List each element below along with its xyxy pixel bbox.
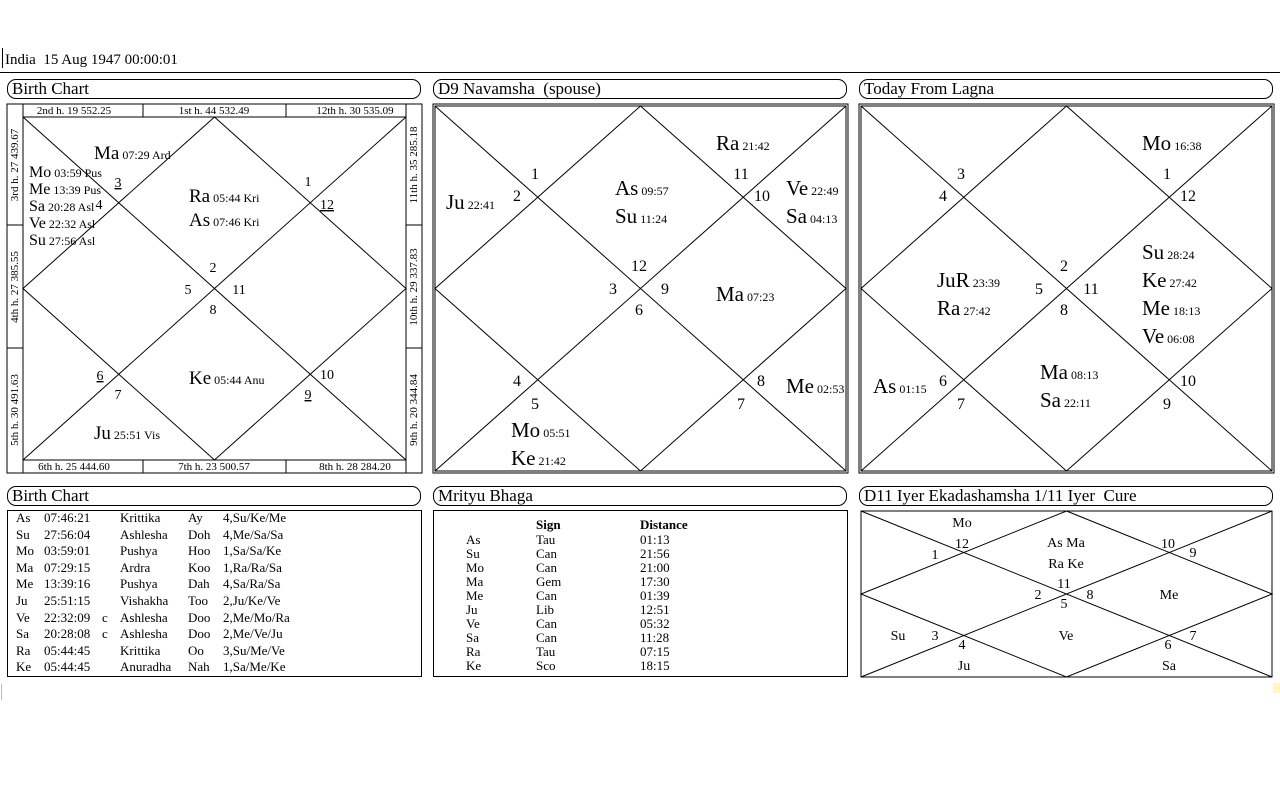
- d11-label: 3: [931, 629, 939, 644]
- birth-table-cell: Anuradha: [120, 659, 172, 675]
- house-number: 1: [1163, 166, 1171, 183]
- planet-ve: Ve 22:32 Asl: [29, 215, 96, 232]
- mrityu-cell: Ve: [466, 616, 480, 631]
- birth-table-cell: Doh: [188, 526, 211, 542]
- birth-table-cell: 22:32:09: [44, 609, 91, 625]
- d11-label: 4: [958, 638, 966, 653]
- mrityu-cell: 07:15: [640, 644, 670, 659]
- house-number: 5: [1035, 281, 1043, 298]
- planet-ma: Ma 07:29 Ard: [94, 143, 171, 164]
- mrityu-cell: 01:13: [640, 532, 670, 547]
- birth-table-cell: 20:28:08: [44, 626, 91, 642]
- house-number: 11: [733, 166, 749, 183]
- birth-table-cell: 25:51:15: [44, 593, 91, 608]
- planet-su: Su 28:24: [1142, 240, 1195, 264]
- d11-label: Ve: [1058, 629, 1074, 644]
- house-number: 9: [661, 281, 669, 298]
- house-number: 12: [631, 258, 647, 275]
- d11-label: Ra Ke: [1048, 557, 1084, 572]
- mrityu-cell: Lib: [536, 602, 555, 617]
- birth-table-cell: 4,Su/Ke/Me: [223, 510, 287, 525]
- house-label-right: 10th h. 29 337.83: [408, 248, 420, 326]
- mrityu-cell: Can: [536, 630, 557, 645]
- mrityu-header: Sign: [536, 517, 561, 532]
- house-number: 7: [737, 396, 745, 413]
- house-label-bottom: 8th h. 28 284.20: [319, 461, 391, 473]
- house-number: 8: [209, 303, 217, 318]
- d11-label: 11: [1057, 577, 1071, 592]
- house-label-left: 5th h. 30 491.63: [9, 374, 21, 446]
- birth-table-cell: Mo: [16, 543, 35, 559]
- side-rule: [1, 684, 2, 700]
- planet-me: Me 02:53: [786, 374, 845, 398]
- mrityu-cell: Can: [536, 616, 557, 631]
- house-label-bottom: 7th h. 23 500.57: [178, 461, 250, 473]
- d11-label: Su: [890, 629, 906, 644]
- planet-ke: Ke 27:42: [1142, 268, 1197, 292]
- birth-table-cell: Dah: [188, 576, 210, 592]
- house-number: 7: [957, 396, 965, 413]
- birth-table-cell: Ra: [16, 642, 31, 658]
- mrityu-cell: 21:56: [640, 546, 670, 561]
- house-label-bottom: 6th h. 25 444.60: [38, 461, 110, 473]
- birth-table-cell: Pushya: [120, 576, 158, 592]
- planet-sa: Sa 20:28 Asl: [29, 198, 95, 215]
- birth-table-title[interactable]: Birth Chart: [7, 486, 421, 506]
- birth-table-cell: Su: [16, 526, 30, 542]
- planet-me: Me 18:13: [1142, 296, 1201, 320]
- birth-table-cell: Sa: [16, 626, 29, 642]
- birth-table-cell: 05:44:45: [44, 642, 91, 658]
- birth-table-cell: Nah: [188, 659, 210, 675]
- birth-table-cell: 1,Sa/Sa/Ke: [223, 543, 282, 559]
- birth-table-cell: 4,Sa/Ra/Sa: [223, 576, 281, 592]
- planet-as: As 07:46 Kri: [189, 210, 260, 231]
- birth-table-cell: Krittika: [120, 642, 161, 658]
- birth-table-cell: Ke: [16, 659, 32, 675]
- chart-title: India 15 Aug 1947 00:00:01: [5, 52, 178, 68]
- mrityu-cell: Sa: [466, 630, 479, 645]
- house-number: 6: [96, 369, 104, 384]
- birth-table-cell: Ashlesha: [120, 526, 168, 542]
- house-number: 9: [1163, 396, 1171, 413]
- mrityu-cell: As: [466, 532, 481, 547]
- d11-chart[interactable]: [861, 511, 1272, 677]
- house-label-top: 12th h. 30 535.09: [316, 105, 394, 117]
- mrityu-cell: 11:28: [640, 630, 670, 645]
- house-number: 9: [304, 388, 312, 403]
- birth-table-cell: Ve: [16, 609, 30, 625]
- house-label-right: 11th h. 35 285.18: [408, 126, 420, 204]
- house-number: 3: [609, 281, 617, 298]
- mrityu-cell: Me: [466, 588, 484, 603]
- house-label-top: 1st h. 44 532.49: [178, 105, 250, 117]
- d11-label: 6: [1164, 638, 1172, 653]
- house-number: 5: [184, 283, 192, 298]
- house-number: 1: [531, 166, 539, 183]
- planet-ve: Ve 06:08: [1142, 324, 1195, 348]
- d11-label: Mo: [952, 516, 972, 531]
- mrityu-cell: Gem: [536, 574, 562, 589]
- mrityu-cell: 05:32: [640, 616, 670, 631]
- planet-mo: Mo 05:51: [511, 418, 571, 442]
- birth-table-cell: 4,Me/Sa/Sa: [223, 526, 284, 542]
- house-number: 2: [513, 188, 521, 205]
- birth-table-cell: 07:46:21: [44, 510, 91, 525]
- birth-table-cell: Pushya: [120, 543, 158, 559]
- d11-label: 8: [1086, 588, 1094, 603]
- house-label-top: 2nd h. 19 552.25: [36, 105, 112, 117]
- birth-table-cell: 2,Me/Mo/Ra: [223, 609, 290, 625]
- planet-me: Me 13:39 Pus: [29, 181, 102, 198]
- planet-ra: Ra 21:42: [716, 131, 770, 155]
- birth-chart-grid: [23, 117, 406, 460]
- birth-table-cell: Too: [188, 593, 209, 608]
- planet-mo: Mo 16:38: [1142, 131, 1202, 155]
- d11-label: 12: [955, 537, 969, 552]
- house-number: 12: [1180, 188, 1196, 205]
- mrityu-cell: 17:30: [640, 574, 670, 589]
- planet-su: Su 27:56 Asl: [29, 232, 96, 249]
- today-chart[interactable]: [861, 106, 1272, 471]
- mrityu-cell: 01:39: [640, 588, 670, 603]
- planet-ve: Ve 22:49: [786, 176, 839, 200]
- mrityu-cell: 21:00: [640, 560, 670, 575]
- planet-sa: Sa 22:11: [1040, 388, 1091, 412]
- mrityu-cell: Ju: [466, 602, 478, 617]
- planet-ke: Ke 05:44 Anu: [189, 368, 265, 389]
- house-number: 10: [320, 368, 334, 383]
- mrityu-cell: 18:15: [640, 658, 670, 673]
- mrityu-cell: Ra: [466, 644, 481, 659]
- birth-table-cell: Vishakha: [120, 593, 169, 608]
- house-number: 4: [95, 198, 103, 213]
- d11-label: Me: [1159, 588, 1179, 603]
- house-label-left: 4th h. 27 385.55: [9, 251, 21, 323]
- house-number: 1: [304, 175, 312, 190]
- birth-table-cell: Me: [16, 576, 34, 592]
- mrityu-header: Distance: [640, 517, 688, 532]
- d11-label: 9: [1189, 546, 1197, 561]
- house-number: 8: [1060, 302, 1068, 319]
- d11-label: Ju: [957, 659, 971, 674]
- d11-label: 5: [1060, 597, 1068, 612]
- planet-ma: Ma 08:13: [1040, 360, 1099, 384]
- birth-table-cell: Ay: [188, 510, 203, 525]
- birth-table-cell: c: [102, 626, 108, 642]
- house-number: 2: [1060, 258, 1068, 275]
- birth-table-cell: 07:29:15: [44, 559, 91, 575]
- house-number: 12: [320, 198, 334, 213]
- house-number: 6: [635, 302, 643, 319]
- house-number: 3: [114, 176, 122, 191]
- house-number: 8: [757, 373, 765, 390]
- planet-jur: JuR 23:39: [937, 268, 1001, 292]
- birth-table-cell: Doo: [188, 626, 211, 642]
- birth-table-cell: Oo: [188, 642, 204, 658]
- d11-label: 7: [1189, 629, 1197, 644]
- planet-as: As 01:15: [873, 374, 927, 398]
- birth-table-cell: Ju: [16, 593, 28, 608]
- planet-as: As 09:57: [615, 176, 669, 200]
- house-number: 4: [513, 373, 521, 390]
- planet-ju: Ju 25:51 Vis: [94, 423, 160, 444]
- birth-table-cell: 2,Ju/Ke/Ve: [223, 593, 281, 608]
- planet-ra: Ra 27:42: [937, 296, 991, 320]
- house-label-left: 3rd h. 27 439.67: [9, 128, 21, 202]
- house-number: 11: [1083, 281, 1099, 298]
- planet-mo: Mo 03:59 Pus: [29, 164, 102, 181]
- mrityu-cell: Can: [536, 546, 557, 561]
- d11-label: As Ma: [1047, 536, 1085, 551]
- house-number: 7: [114, 388, 122, 403]
- d11-label: 1: [931, 548, 939, 563]
- birth-table-cell: 13:39:16: [44, 576, 91, 592]
- birth-table-cell: 1,Sa/Me/Ke: [223, 659, 286, 675]
- birth-table-cell: 2,Me/Ve/Ju: [223, 626, 283, 642]
- planet-ra: Ra 05:44 Kri: [189, 186, 260, 207]
- birth-table-cell: Ardra: [120, 559, 151, 575]
- house-number: 2: [209, 261, 217, 276]
- house-number: 10: [1180, 373, 1196, 390]
- d11-title[interactable]: D11 Iyer Ekadashamsha 1/11 Iyer Cure: [859, 486, 1273, 506]
- birth-table-cell: Krittika: [120, 510, 161, 525]
- today-title[interactable]: Today From Lagna: [859, 79, 1273, 99]
- mrityu-cell: Tau: [536, 532, 556, 547]
- mrityu-cell: Mo: [466, 560, 485, 575]
- planet-ju: Ju 22:41: [446, 190, 496, 214]
- d11-label: 2: [1034, 588, 1042, 603]
- birth-table-cell: Hoo: [188, 543, 211, 559]
- birth-table-cell: 27:56:04: [44, 526, 91, 542]
- birth-table-cell: Ashlesha: [120, 626, 168, 642]
- mrityu-cell: Ma: [466, 574, 484, 589]
- house-label-right: 9th h. 20 344.84: [408, 374, 420, 446]
- house-number: 10: [754, 188, 770, 205]
- birth-table-cell: 3,Su/Me/Ve: [223, 642, 285, 658]
- planet-ma: Ma 07:23: [716, 282, 775, 306]
- planet-ke: Ke 21:42: [511, 446, 566, 470]
- planet-su: Su 11:24: [615, 204, 668, 228]
- planet-sa: Sa 04:13: [786, 204, 838, 228]
- navamsha-title[interactable]: D9 Navamsha (spouse): [433, 79, 847, 99]
- birth-chart-title[interactable]: Birth Chart: [7, 79, 421, 99]
- mrityu-cell: Ke: [466, 658, 482, 673]
- birth-table-cell: c: [102, 609, 108, 625]
- birth-table-cell: 03:59:01: [44, 543, 91, 559]
- birth-table-cell: Ma: [16, 559, 34, 575]
- mrityu-cell: 12:51: [640, 602, 670, 617]
- mrityu-cell: Tau: [536, 644, 556, 659]
- mrityu-title[interactable]: Mrityu Bhaga: [433, 486, 847, 506]
- birth-table-cell: 1,Ra/Ra/Sa: [223, 559, 282, 575]
- d11-label: 10: [1161, 537, 1175, 552]
- window-edge-marker: [1273, 683, 1280, 693]
- birth-table-cell: 05:44:45: [44, 659, 91, 675]
- house-number: 5: [531, 396, 539, 413]
- birth-table-cell: Ashlesha: [120, 609, 168, 625]
- birth-table-cell: As: [16, 510, 31, 525]
- house-number: 4: [939, 188, 947, 205]
- house-number: 11: [232, 283, 246, 298]
- mrityu-cell: Can: [536, 588, 557, 603]
- birth-table-cell: Koo: [188, 559, 211, 575]
- house-number: 3: [957, 166, 965, 183]
- mrityu-cell: Su: [466, 546, 480, 561]
- birth-table-cell: Doo: [188, 609, 211, 625]
- mrityu-cell: Sco: [536, 658, 556, 673]
- mrityu-cell: Can: [536, 560, 557, 575]
- d11-label: Sa: [1162, 659, 1176, 674]
- house-number: 6: [939, 373, 947, 390]
- navamsha-chart[interactable]: [435, 106, 846, 471]
